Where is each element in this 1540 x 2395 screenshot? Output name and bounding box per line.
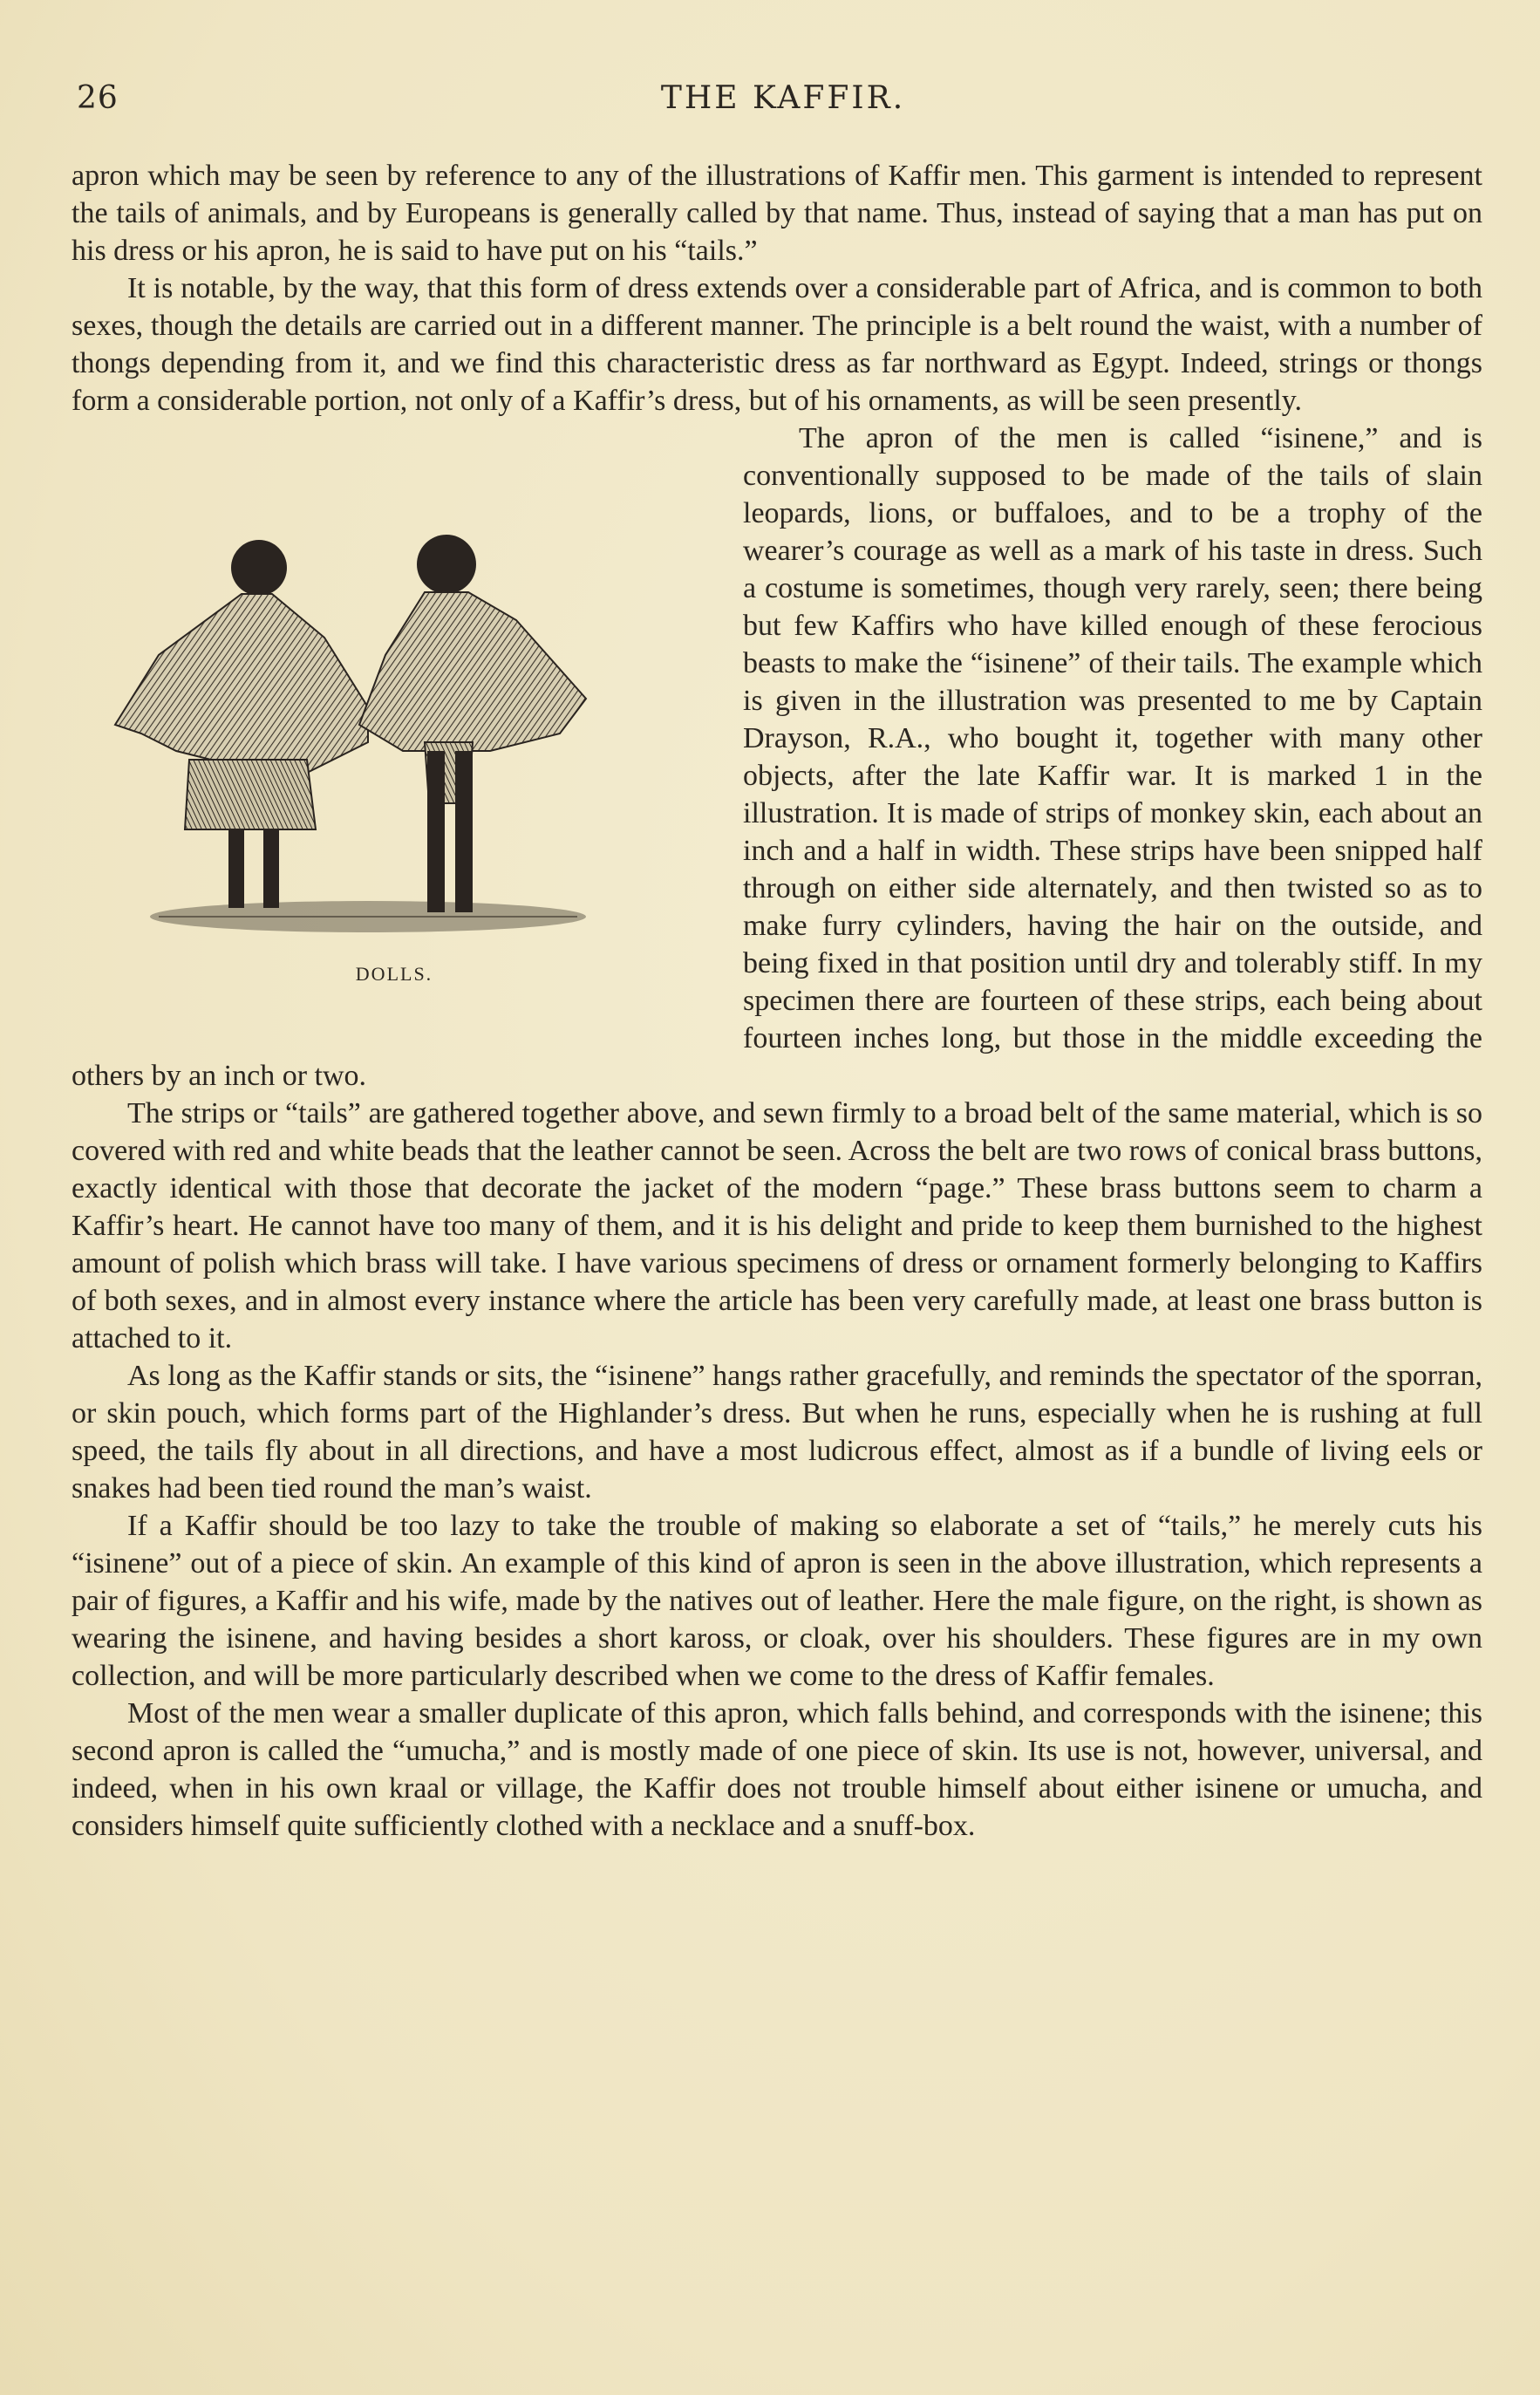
figure-caption: DOLLS. xyxy=(355,963,433,985)
paragraph-6: If a Kaffir should be too lazy to take the trouble of making so elaborate a set of “tails,” he merely cuts his “isinene” out of a piece of skin. An example of this kind of apron is seen in the above illustration, which represents a pair of figures, a Kaffir and his wife, made by the natives out of leather. Here the male figure, on the right, is shown as wearing the isinene, and having besides a short kaross, or cloak, over his shoulders. These figures are in my own collection, and will be more particularly described when we come to the dress of Kaffir females. xyxy=(72,1510,1482,1692)
page-number: 26 xyxy=(77,80,119,116)
paragraph-1: apron which may be seen by reference to any of the illustrations of Kaffir men. This garment is intended to represent the tails of animals, and by Europeans is generally called by that name. Thus, instead of saying that a man has put on his dress or his apron, he is said to have put on his “tails.” xyxy=(72,160,1482,267)
paragraph-4: The strips or “tails” are gathered together above, and sewn firmly to a broad belt of the same material, which is so covered with red and white beads that the leather cannot be seen. Across the belt are two rows of conical brass buttons, exactly identical with those that decorate the jacket of the modern “page.” These brass buttons seem to charm a Kaffir’s heart. He cannot have too many of them, and it is his delight and pride to keep them burnished to the highest amount of polish which brass will take. I have various specimens of dress or ornament formerly belonging to Kaffirs of both sexes, and in almost every instance where the article has been very carefully made, at least one brass button is attached to it. xyxy=(72,1097,1482,1354)
paragraph-7: Most of the men wear a smaller duplicate of this apron, which falls behind, and corresponds with the isinene; this second apron is called the “umucha,” and is mostly made of one piece of skin. Its use is not, however, universal, and indeed, when in his own kraal or village, the Kaffir does not trouble himself about either isinene or umucha, and considers himself quite sufficiently clothed with a necklace and a snuff-box. xyxy=(72,1697,1482,1842)
dolls-figure xyxy=(72,428,717,1039)
paragraph-3: The apron of the men is called “isinene,” and is conventionally supposed to be made of the tails of slain leopards, lions, or buffaloes, and to be a trophy of the wearer’s courage as well as a mark of his taste in dress. Such a costume is sometimes, though very rarely, seen; there being but few Kaffirs who have killed enough of these ferocious beasts to make the “isinene” of their tails. The example which is given in the illustration was presented to me by Captain Drayson, R.A., who bought it, together with many other objects, after the late Kaffir war. It is marked 1 in the illustration. It is made of strips of monkey skin, each about an inch and a half in width. These strips have been snipped half through on either side alternately, and then twisted so as to make furry cylinders, having the hair on the outside, and being fixed in that position until dry and tolerably stiff. In my specimen there are fourteen of these strips, each being about fourteen inches long, but those in the middle exceeding the others by an inch or two. xyxy=(72,422,1482,1092)
running-head xyxy=(77,80,1489,124)
paragraph-2: It is notable, by the way, that this form of dress extends over a considerable part of Africa, and is common to both sexes, though the details are carried out in a different manner. The principle is a belt round the waist, with a number of thongs depending from it, and we find this characteristic dress as far northward as Egypt. Indeed, strings or thongs form a considerable portion, not only of a Kaffir’s dress, but of his ornaments, as will be seen presently. xyxy=(72,272,1482,417)
body-text xyxy=(72,157,1482,1845)
running-title: THE KAFFIR. xyxy=(660,80,906,116)
paragraph-5: As long as the Kaffir stands or sits, the “isinene” hangs rather gracefully, and reminds the spectator of the sporran, or skin pouch, which forms part of the Highlander’s dress. But when he runs, especially when he is rushing at full speed, the tails fly about in all directions, and have a most ludicrous effect, almost as if a bundle of living eels or snakes had been tied round the man’s waist. xyxy=(72,1360,1482,1505)
dolls-engraving-icon xyxy=(106,533,630,943)
